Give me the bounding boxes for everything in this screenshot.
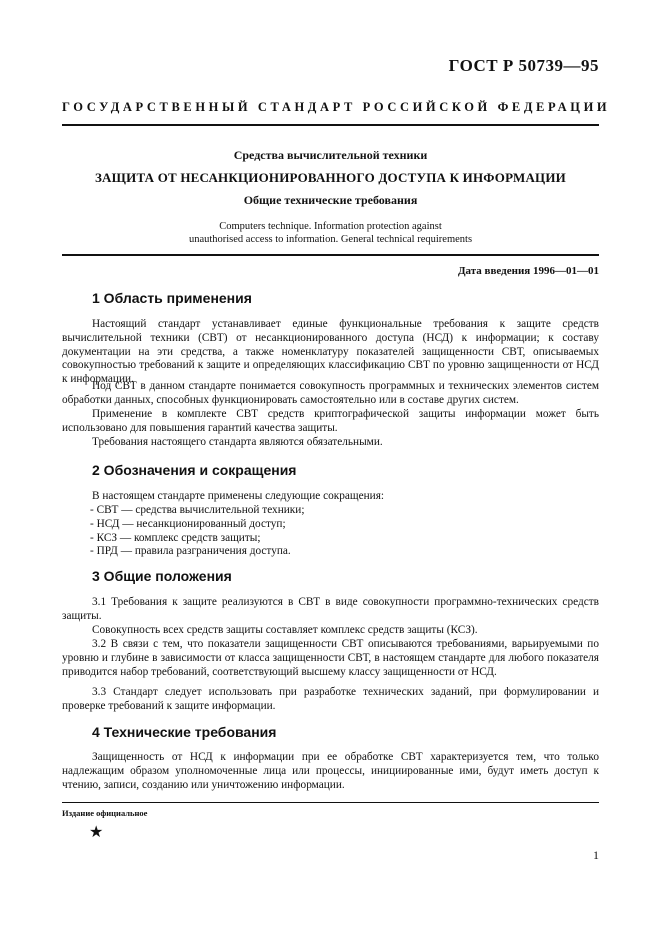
footer-rule [62,802,599,803]
section-1-paragraph-3: Применение в комплекте СВТ средств криптографической защиты информации может быть использовано для повышения гарантий качества защиты. [62,408,599,434]
section-2-heading: 2 Обозначения и сокращения [92,462,297,478]
document-subtitle: Общие технические требования [243,193,418,207]
english-title-line-2: unauthorised access to information. General technical requirements [188,234,473,245]
official-edition-label: Издание официальное [62,808,148,818]
star-icon: ★ [89,824,104,841]
english-title-line-1: Computers technique. Information protection against [219,221,442,232]
section-3-paragraph-3: 3.2 В связи с тем, что показатели защищенности СВТ описываются требованиями, варьируемыми по уровню и глубине в зависимости от класса защищенности СВТ, в настоящем стандарте для любого показателя приводится набор требований, соответствующий высшему классу защищенности от НСД. [62,638,599,678]
section-3-paragraph-2: Совокупность всех средств защиты составляет комплекс средств защиты (КСЗ). [92,624,478,636]
document-main-title: ЗАЩИТА ОТ НЕСАНКЦИОНИРОВАННОГО ДОСТУПА К ИНФОРМАЦИИ [95,170,566,185]
section-3-paragraph-1: 3.1 Требования к защите реализуются в СВТ в виде совокупности программно-технических средств защиты. [62,596,599,622]
section-1-heading: 1 Область применения [92,290,252,306]
section-4-paragraph-1: Защищенность от НСД к информации при ее обработке СВТ характеризуется тем, что только надлежащим образом уполномоченные лица или процессы, инициированные ими, будут иметь доступ к чтению, записи, созданию или уничтожению информации. [62,751,599,791]
section-1-paragraph-4: Требования настоящего стандарта являются обязательными. [92,436,383,448]
section-1-paragraph-1: Настоящий стандарт устанавливает единые функциональные требования к защите средств вычислительной техники (СВТ) от несанкционированного доступа (НСД) к информации; к составу документации на эти средства, а также номенклатуру показателей защищенности СВТ, описываемых совокупностью требований к защите и определяющих классификацию СВТ по уровню защищенности от НСД к информации. [62,318,599,386]
list-item: - КСЗ — комплекс средств защиты; [90,531,261,544]
list-item: - НСД — несанкционированный доступ; [90,517,286,530]
section-4-heading: 4 Технические требования [92,724,277,740]
header-rule [62,124,599,126]
abbreviations-list [90,504,304,559]
title-block-rule [62,254,599,256]
page-number: 1 [593,848,599,862]
list-item: - СВТ — средства вычислительной техники; [90,504,305,516]
document-code: ГОСТ Р 50739—95 [448,56,599,75]
list-item: - ПРД — правила разграничения доступа. [90,545,291,558]
state-standard-title: ГОСУДАРСТВЕННЫЙ СТАНДАРТ РОССИЙСКОЙ ФЕДЕРАЦИИ [62,100,611,114]
document-category: Средства вычислительной техники [233,148,428,162]
section-3-paragraph-4: 3.3 Стандарт следует использовать при разработке технических заданий, при формулировании и проверке требований к защите информации. [62,686,599,712]
section-3-heading: 3 Общие положения [92,568,232,584]
section-1-paragraph-2: Под СВТ в данном стандарте понимается совокупность программных и технических элементов систем обработки данных, способных функционировать самостоятельно или в составе других систем. [62,380,599,406]
introduction-date: Дата введения 1996—01—01 [457,265,599,277]
section-2-intro: В настоящем стандарте применены следующие сокращения: [92,490,385,502]
